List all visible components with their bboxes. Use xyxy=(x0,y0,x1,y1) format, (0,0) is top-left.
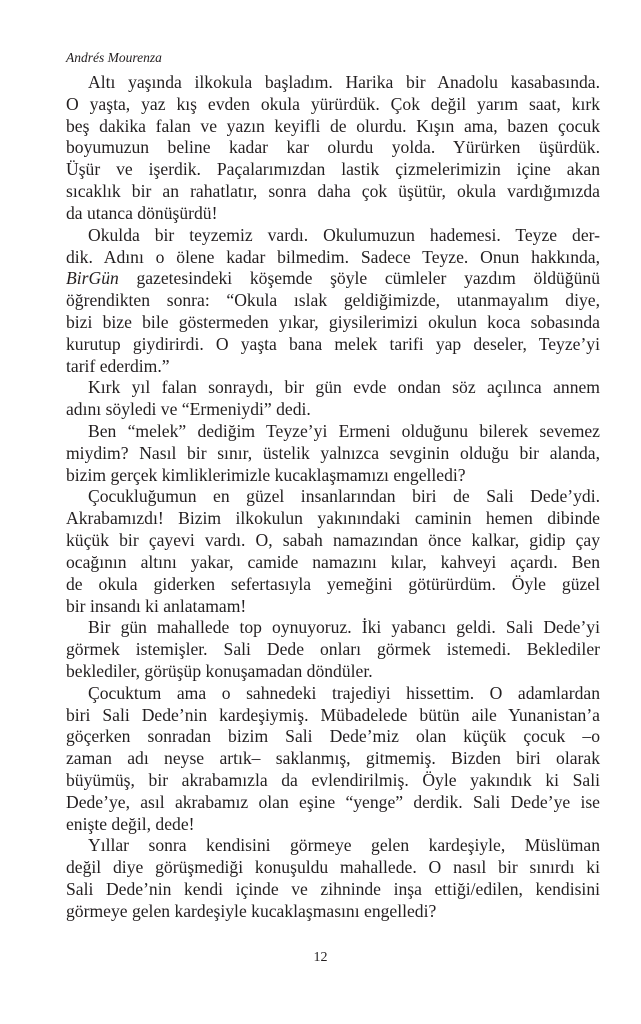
body-text xyxy=(66,72,600,923)
text-line: boyumuzun beline kadar kar olurdu yolda. Yürürken üşürdük. xyxy=(66,137,600,158)
text-line: Okulda bir teyzemiz vardı. Okulumuzun hademesi. Teyze der- xyxy=(88,224,600,245)
text-line: Altı yaşında ilkokula başladım. Harika bir Anadolu kasabasında. xyxy=(88,72,600,92)
text-line: kurutup giydirirdi. O yaşta bana melek tarifi yap deseler, Teyze’yi xyxy=(66,333,600,354)
text-line: Yıllar sonra kendisini görmeye gelen kardeşiyle, Müslüman xyxy=(88,835,600,856)
text-line: sıcaklık bir an rahatlatır, sonra daha çok üşütür, okula vardığımızda xyxy=(66,181,600,202)
text-line: miydim? Nasıl bir sınır, üstelik yalnızca sevginin olduğu bir alanda, xyxy=(66,442,600,463)
text-line xyxy=(66,268,600,290)
paragraph xyxy=(66,683,600,836)
text-line: Bir gün mahallede top oynuyoruz. İki yabancı geldi. Sali Dede’yi xyxy=(88,617,600,638)
text-line: enişte değil, dede! xyxy=(66,813,195,834)
text-line: beklediler, görüşüp konuşamadan döndüler. xyxy=(66,660,373,681)
text-line: ocağının altını yakar, camide namazını kılar, kahveyi açardı. Ben xyxy=(66,551,600,572)
paragraph xyxy=(66,835,600,922)
text-line: Akrabamızdı! Bizim ilkokulun yakınındaki caminin hemen dibinde xyxy=(66,508,600,529)
text-line: bizim gerçek kimliklerimizle kucaklaşmamızı engelledi? xyxy=(66,464,466,485)
text-line: dik. Adını o ölene kadar bilmedim. Sadece Teyze. Onun hakkında, xyxy=(66,246,600,267)
newspaper-name: BirGün xyxy=(66,268,119,289)
text-line: Dede’ye, asıl akrabamız olan eşine “yenge” derdik. Sali Dede’ye ise xyxy=(66,791,600,812)
text-line: adını söyledi ve “Ermeniydi” dedi. xyxy=(66,399,311,420)
text-line: biri Sali Dede’nin kardeşiymiş. Mübadelede bütün aile Yunanistan’a xyxy=(66,704,600,725)
text-line: de okula giderken sefertasıyla yemeğini götürürdüm. Öyle güzel xyxy=(66,573,600,594)
page-number: 12 xyxy=(313,950,328,965)
text-line: bir insandı ki anlatamam! xyxy=(66,595,247,616)
paragraph xyxy=(66,225,600,378)
text-line: Sali Dede’nin kendi içinde ve zihninde inşa ettiği/edilen, kendisini xyxy=(66,879,600,900)
text-line: küçük bir çayevi vardı. O, sabah namazından önce kalkar, gidip çay xyxy=(66,530,600,551)
text-line: göçerken sonradan bizim Sali Dede’miz olan küçük çocuk –o xyxy=(66,726,600,747)
text-line: da utanca dönüşürdü! xyxy=(66,202,218,223)
text-line: bizi bize bile göstermeden yıkar, giysilerimizi okulun koca sobasında xyxy=(66,311,600,332)
text-line: Çocukluğumun en güzel insanlarından biri de Sali Dede’ydi. xyxy=(88,486,600,507)
paragraph xyxy=(66,617,600,682)
paragraph xyxy=(66,72,600,225)
paragraph xyxy=(66,377,600,421)
text-line: görmeye gelen kardeşiyle kucaklaşmasını engelledi? xyxy=(66,900,437,921)
paragraph xyxy=(66,421,600,486)
text-line: Çocuktum ama o sahnedeki trajediyi hissettim. O adamlardan xyxy=(88,682,600,703)
running-head-author: Andrés Mourenza xyxy=(66,50,162,65)
text-line: değil diye görüşmediği konuşuldu mahallede. O nasıl bir sınırdı ki xyxy=(66,857,600,878)
text-line: Ben “melek” dediğim Teyze’yi Ermeni olduğunu bilerek sevemez xyxy=(88,421,600,441)
text-line: Üşür ve işerdik. Paçalarımızdan lastik çizmelerimizin içine akan xyxy=(66,159,600,180)
text-line: O yaşta, yaz kış evden okula yürürdük. Çok değil yarım saat, kırk xyxy=(66,93,600,114)
text-line: büyümüş, bir akrabamızla da evlendirilmiş. Öyle yakındık ki Sali xyxy=(66,770,600,790)
text-line: görmek istemişler. Sali Dede onları görmek istemedi. Beklediler xyxy=(66,639,600,660)
text-line: tarif ederdim.” xyxy=(66,355,170,376)
text-line-rest: gazetesindeki köşemde şöyle cümleler yazdım öldüğünü xyxy=(118,268,600,289)
text-line: zaman adı neyse artık– saklanmış, gitmemiş. Bizden biri olarak xyxy=(66,748,600,769)
paragraph xyxy=(66,486,600,617)
text-line: beş dakika falan ve yazın keyifli de olurdu. Kışın ama, bazen çocuk xyxy=(66,115,600,136)
text-line: Kırk yıl falan sonraydı, bir gün evde ondan söz açılınca annem xyxy=(88,377,600,398)
text-line: öğrendikten sonra: “Okula ıslak geldiğimizde, utanmayalım diye, xyxy=(66,290,600,311)
